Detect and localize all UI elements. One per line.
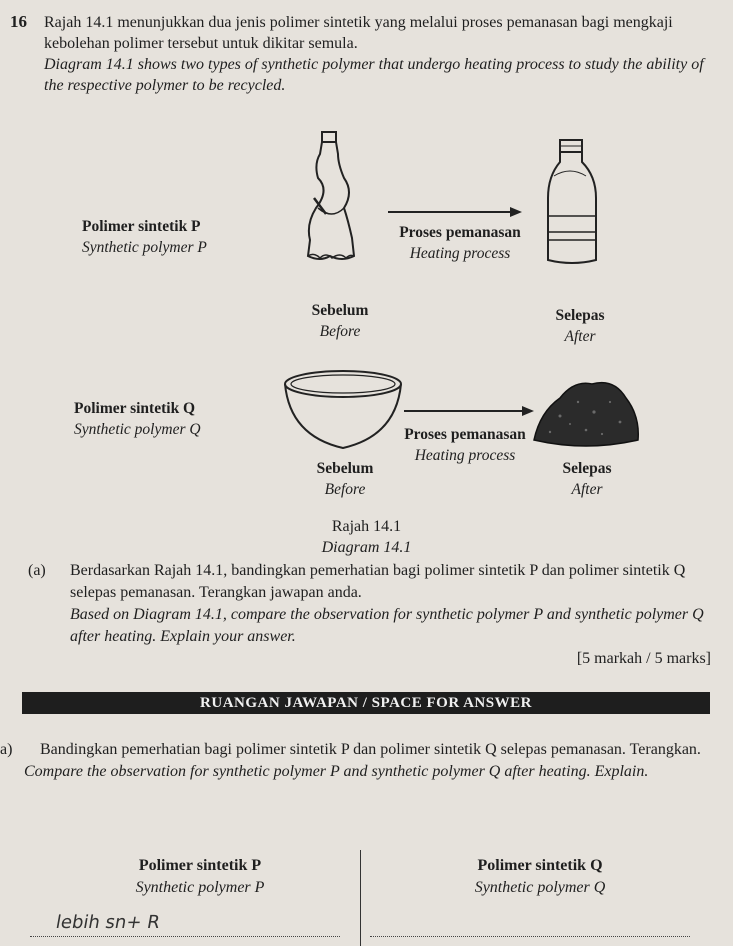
- process-p-label: Proses pemanasan Heating process: [399, 224, 521, 262]
- intro-malay: Rajah 14.1 menunjukkan dua jenis polimer sintetik yang melalui proses pemanasan bagi mengkaji kebolehan polimer tersebut untuk dikitar semula.: [44, 14, 673, 52]
- after-q-label: Selepas After: [562, 460, 612, 498]
- part-a-english: Based on Diagram 14.1, compare the observation for synthetic polymer P and synthetic polymer Q after heating. Explain your answer.: [70, 606, 704, 645]
- question-intro: [44, 12, 714, 96]
- polymer-q-label: Polimer sintetik Q Synthetic polymer Q: [74, 400, 201, 438]
- marks-label: [5 markah / 5 marks]: [576, 650, 711, 667]
- process-q-label: Proses pemanasan Heating process: [404, 426, 526, 464]
- part-a-malay: Berdasarkan Rajah 14.1, bandingkan pemerhatian bagi polimer sintetik P dan polimer sintetik Q selepas pemanasan. Terangkan jawapan anda.: [70, 562, 686, 601]
- column-header-p: Polimer sintetik P Synthetic polymer P: [135, 857, 265, 896]
- answer-malay: Bandingkan pemerhatian bagi polimer sintetik P dan polimer sintetik Q selepas pemanasan. Terangkan.: [40, 741, 701, 758]
- charred-residue-icon: [530, 372, 642, 452]
- question-number: 16: [10, 12, 27, 31]
- before-q-label: Sebelum Before: [316, 460, 374, 498]
- answer-question: [0, 739, 720, 783]
- bowl-icon: [280, 366, 406, 454]
- answer-line-q[interactable]: [370, 936, 690, 937]
- part-a-label: (a): [28, 562, 46, 579]
- crumpled-bottle-icon: [300, 128, 360, 270]
- after-p-label: Selepas After: [555, 307, 605, 345]
- polymer-p-label: Polimer sintetik P Synthetic polymer P: [82, 218, 207, 256]
- intro-english: Diagram 14.1 shows two types of synthetic polymer that undergo heating process to study the ability of the respective polymer to be recycled.: [44, 56, 704, 94]
- column-header-q: Polimer sintetik Q Synthetic polymer Q: [474, 857, 606, 896]
- column-divider: [360, 850, 361, 946]
- answer-label: a): [0, 741, 13, 758]
- arrow-p-icon: [388, 205, 522, 219]
- arrow-q-icon: [404, 404, 534, 418]
- upright-bottle-icon: [540, 136, 604, 268]
- answer-space-banner: RUANGAN JAWAPAN / SPACE FOR ANSWER: [22, 692, 710, 714]
- diagram-caption-english: Diagram 14.1: [321, 539, 412, 556]
- answer-english: Compare the observation for synthetic polymer P and synthetic polymer Q after heating. Explain.: [24, 763, 649, 780]
- diagram-caption-malay: Rajah 14.1: [331, 518, 402, 535]
- answer-line-p[interactable]: [30, 936, 340, 937]
- part-a-question: [28, 560, 718, 648]
- handwritten-answer-p: lebih sn+ R: [54, 912, 162, 933]
- before-p-label: Sebelum Before: [311, 302, 369, 340]
